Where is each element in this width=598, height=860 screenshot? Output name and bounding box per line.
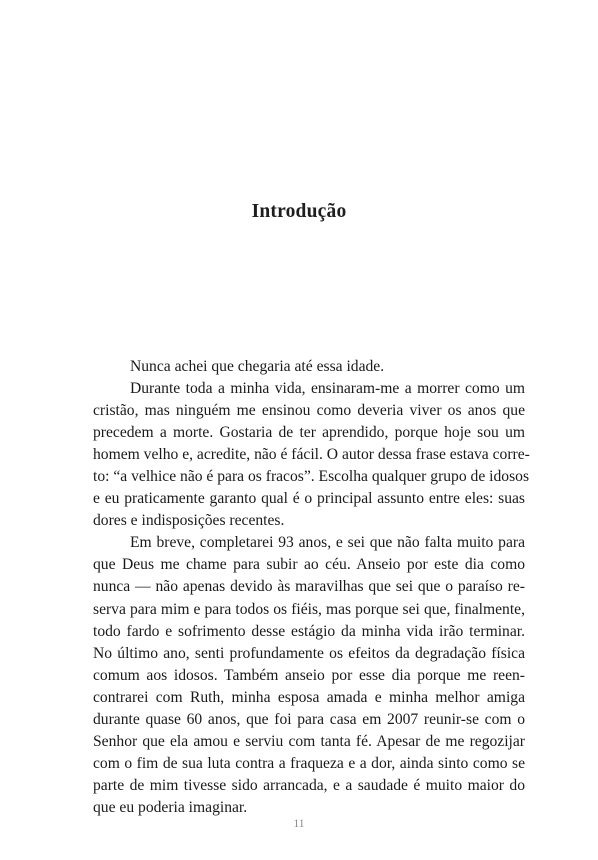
- text-line: Nunca achei que chegaria até essa idade.: [130, 358, 385, 375]
- text-line: comum aos idosos. Também anseio por esse dia porque me reen-: [93, 666, 525, 684]
- chapter-title: Introdução: [251, 201, 347, 222]
- text-line: homem velho e, acredite, não é fácil. O autor dessa frase estava corre-: [93, 446, 530, 464]
- text-line: serva para mim e para todos os fiéis, mas porque sei que, finalmente,: [93, 600, 525, 618]
- text-line: com o fim de sua luta contra a fraqueza e a dor, ainda sinto como se: [93, 754, 525, 772]
- text-line: durante quase 60 anos, que foi para casa em 2007 reunir-se com o: [93, 710, 525, 728]
- text-line: precedem a morte. Gostaria de ter aprendido, porque hoje sou um: [93, 424, 525, 442]
- text-line: nunca — não apenas devido às maravilhas que sei que o paraíso re-: [93, 578, 525, 596]
- text-line: contrarei com Ruth, minha esposa amada e minha melhor amiga: [93, 688, 525, 706]
- text-line: Em breve, completarei 93 anos, e sei que não falta muito para: [130, 534, 525, 552]
- text-line: que eu poderia imaginar.: [93, 798, 248, 816]
- text-line: e eu praticamente garanto qual é o principal assunto entre eles: suas: [93, 490, 525, 508]
- text-line: parte de mim tivesse sido arrancada, e a saudade é muito maior do: [93, 776, 525, 794]
- text-line: que Deus me chame para subir ao céu. Anseio por este dia como: [93, 556, 525, 574]
- text-line: to: “a velhice não é para os fracos”. Escolha qualquer grupo de idosos: [93, 468, 530, 486]
- text-line: dores e indisposições recentes.: [93, 512, 285, 530]
- text-line: todo fardo e sofrimento desse estágio da minha vida irão terminar.: [93, 622, 525, 640]
- text-line: cristão, mas ninguém me ensinou como deveria viver os anos que: [93, 402, 525, 420]
- text-line: Senhor que ela amou e serviu com tanta fé. Apesar de me regozijar: [93, 732, 525, 750]
- text-line: No último ano, senti profundamente os efeitos da degradação física: [93, 644, 525, 662]
- page-number: 11: [293, 818, 305, 830]
- body-text: [93, 356, 530, 819]
- text-line: Durante toda a minha vida, ensinaram-me a morrer como um: [130, 380, 525, 398]
